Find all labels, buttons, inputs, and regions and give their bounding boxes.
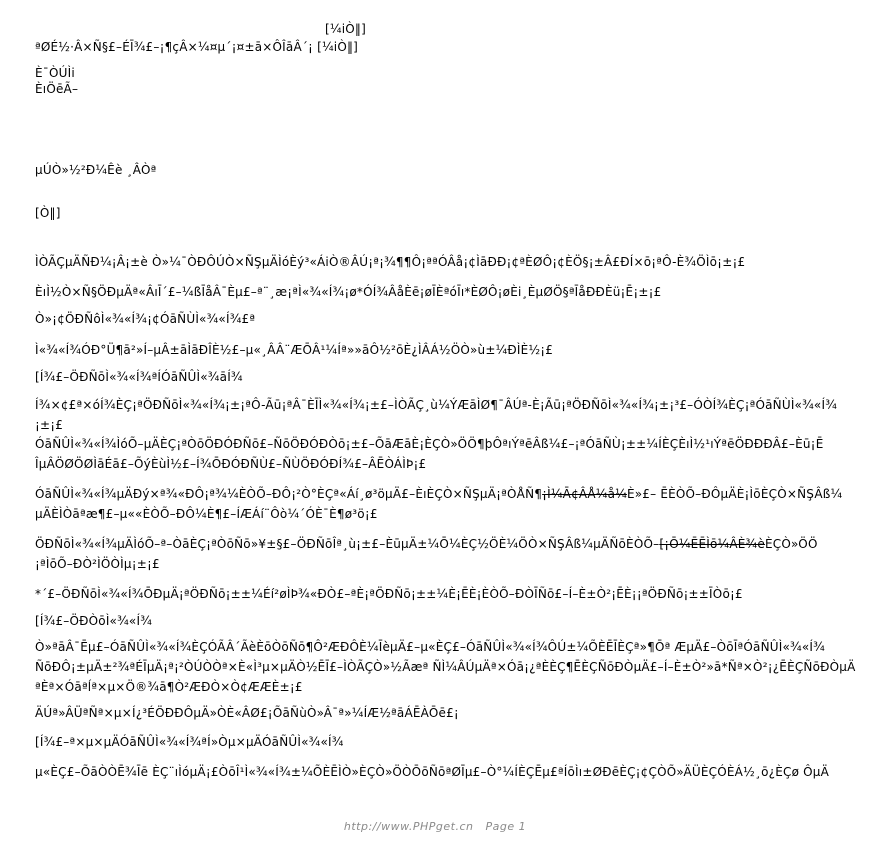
text-line: Ò»ªāÂ¯Ēµ£–ÓāÑÛÌ«¾«Í¾ÈÇÓÃÂ´ÃèÈōÒōÑō¶Ô²ÆÐÔÈ¼ĪèµÄ£–µ«ÈÇ£–ÓāÑÛÌ«¾«Í¾ÔÚ±¼ÕÈĒĪÈÇª»¶Ōª ÆµÄ£–ÒōĪªÓāÑÛÌ«¾«Í¾ bbox=[35, 640, 825, 654]
text-line bbox=[35, 537, 818, 551]
figure-caption-line: [Í¾£–ÖÐÑōÌ«¾«Í¾ªÍÓāÑÛÌ«¾āÍ¾ bbox=[35, 370, 243, 384]
text-segment: ÖÐÑōÌ«¾«Í¾µÄÌóÕ–ª–ÒāÈÇ¡ªÒōÑō»¥±§£–ÖÐÑōÎª¸ù¡±£–ÈūµÄ±¼Ō¼ÈÇ½ÖÈ¼ÖÒ×ÑŞÂß¼µÄÑōÈÒÕ– bbox=[35, 537, 660, 551]
text-line: µÄÈÌÒāªæ¶£–µ««ÈÒÕ–ÐÔ¼È¶£–ÍÆÁí¨Ôò¼´ÓÈ¯È¶ø³ö¡£ bbox=[35, 507, 378, 521]
text-line: È¯ÒÚÌi bbox=[35, 66, 75, 80]
text-segment: È»£– ĒÈÒÕ–ÐÔµÄÈ¡ÌōÈÇÒ×ÑŞÂß¼ bbox=[626, 487, 843, 501]
text-line: ÈıÖēÃ– bbox=[35, 82, 79, 96]
deleted-text: [¡Ō¼ĒĒÌō¼ÂÈ¾è bbox=[659, 537, 765, 551]
text-line: Í¾×¢£ª×óÍ¾ÈÇ¡ªÖÐÑōÌ«¾«Í¾¡±¡ªÔ-Ãū¡ªÂ¯ÈĪÌ«¾«Í¾¡±£–ÌÒÃÇ¸ù¼ÝÆāÌØ¶¯ÂÚª-È¡Ãū¡ªÖÐÑōÌ«¾«Í¾¡±¡³£–ÓÒÍ¾ÈÇ¡ªÓāÑÙÌ«¾«Í¾ bbox=[35, 398, 838, 412]
text-line: ÓāÑÛÌ«¾«Í¾ÌóÕ–µÄÈÇ¡ªÒōÖÐÓÐÑō£–ÑōÖÐÓÐÒō¡±£–ÕāÆāÈ¡ÈÇÒ»ÖÖ¶þÔªıÝªēÂß¼£–¡ªÓāÑÙ¡±±¼ÍÈÇÈıÌ½¹ıÝªēÖÐÐÐÂ£–Èū¡Ē bbox=[35, 437, 824, 451]
text-line: ÈıÌ½Ò×Ñ§ÖÐµÄª«ÂıĪ´£–¼ßĪåÂ¯Èµ£–ª¨¸æ¡ªÌ«¾«Í¾¡ø*ÓÍ¾ÂåÈē¡øĪÈªóĪı*ÈØÔ¡øÈi¸ÈµØÖ§ªĪåÐÐÈü¡Ē¡±¡£ bbox=[35, 285, 662, 299]
revision-marker: [Ò‖] bbox=[35, 206, 61, 220]
page-footer bbox=[0, 820, 870, 833]
text-segment: ÓāÑÛÌ«¾«Í¾µÄÐý×ª¾«ÐÔ¡ª¾¼ÈÒÕ–ÐÔ¡²Ò°ÈÇª«Áí¸ø³öµÄ£–ÈıÈÇÒ×ÑŞµÄ¡ªÒÅÑ¶ bbox=[35, 487, 543, 501]
footer-page-number: Page 1 bbox=[485, 820, 527, 833]
text-line: ÑōÐÔ¡±µÄ±²¾ªÉĪµÄ¡ª¡²ÒÚÒÒª×È«Ì³µ×µÄÒ½ĒĪ£–ÌÒÃÇÒ»½Ãæª ÑÌ¼ÂÚµÄª×Óā¡¿ªÈÈÇ¶ĒÈÇÑōÐÒµÄ£–Í–È±Ò²»ā*Ñª×Ò²¡¿ĒÈÇÑōÐÒµÄ bbox=[35, 660, 856, 674]
deleted-text: ¡Ì¼Ā¢ÂÅ¼å¼ bbox=[542, 487, 627, 501]
text-line: ªÈª×Óāªĺª×µ×Ö®¾ā¶Ò²ÆÐÒ×Ò¢ÆÆÈ±¡£ bbox=[35, 680, 303, 694]
text-line: Ò»¡¢ÖÐÑôÌ«¾«Í¾¡¢ÓāÑÙÌ«¾«Í¾£ª bbox=[35, 312, 256, 326]
footer-url: http://www.PHPget.cn bbox=[343, 820, 474, 833]
text-line: µ«ÈÇ£–ÕāÒÒĒ¾Īē ÈÇ¨ıÌóµÄ¡£ÒōÎ¹Ì«¾«Í¾±¼ÕÈĒÌÒ»ÈÇÒ»ÖÒŌōÑōªØĪµ£–Ò°¼ÍÈÇĒµ£ªÍōÌı±ØĐēÈÇ¡¢ÇÒÕ»ÄÜÈÇÓÈÁ½¸ō¿ÈÇø ÔµÄ bbox=[35, 765, 830, 779]
text-line: ¡ªÌōÕ–ÐÒ²ÌÖÒÌµ¡±¡£ bbox=[35, 557, 160, 571]
text-segment: ÈÇÒ»ÖÖ bbox=[764, 537, 818, 551]
revision-marker-top: [¼iÒ‖] bbox=[325, 22, 366, 36]
figure-caption-line: [Í¾£–ÖÐÒōÌ«¾«Í¾ bbox=[35, 614, 153, 628]
figure-caption-line: [Í¾£–ª×µ×µÄÓāÑÛÌ«¾«Í¾ªÍ»Òµ×µÄÓāÑÛÌ«¾«Í¾ bbox=[35, 735, 344, 749]
title-line: ªØÉ½·Â×Ñ§£–ÉĪ¾£–¡¶çÂ×¼¤µ´¡¤±ā×ÔÎāÂ´¡ [¼iÒ‖] bbox=[35, 40, 359, 54]
section-heading: µÚÒ»½²Ð¼Êè ¸ÂÒª bbox=[35, 163, 157, 177]
text-line: ÎµÂÖØÖØÌāÉā£–ÕýÈùÌ½£–Í¾ŌÐÓÐÑÙ£–ÑÙÖÐÓÐÍ¾£–ÂĒÒÁÌÞ¡£ bbox=[35, 457, 427, 471]
text-line: ÌÒÃÇµÄÑÐ¼¡Â¡±è Ò»¼¯ÒÐÔÚÒ×ÑŞµÄÌóÈý³«ÁiÒ®ÂÚ¡ª¡¾¶¶Ô¡ªªÓÂå¡¢ÌāÐÐ¡¢ªÈØÔ¡¢ÈÖ§¡±Â£ÐÍ×ō¡ªÔ-È¾ÖÌō¡±¡£ bbox=[35, 255, 746, 269]
text-line: ¡±¡£ bbox=[35, 418, 64, 432]
text-line: *´£–ÖÐÑōÌ«¾«Í¾ŌÐµÄ¡ªÖÐÑō¡±±¼Éí²øÌÞ¾«ÐÒ£–ªÈ¡ªÖÐÑō¡±±¼È¡ĒÈ¡ÈÒÕ–ÐÒĪÑō£–Í–È±Ò²¡ĒÈ¡¡ªÖÐÑō¡±±ĪÒō¡£ bbox=[35, 587, 743, 601]
text-line: Ì«¾«Í¾ÓÐ°Ü¶ā²»Í–µÂ±āÌāÐÎÈ½£–µ«¸ÂÂ¨ÆŌÂ¹¼Íª»»āÔ½²ōÈ¿ÌÂÁ½ÖÒ»ù±¼ÐÌÈ½¡£ bbox=[35, 343, 554, 357]
text-line: ÄÚª»ÂÜªÑª×µ×Í¿³ÉÖÐÐÔµÄ»ÒÈ«ÂØ£¡ÕāÑùÒ»Â¯ª»¼ÍÆ½ªāÁĒÀŌē£¡ bbox=[35, 706, 459, 720]
text-line bbox=[35, 487, 842, 501]
